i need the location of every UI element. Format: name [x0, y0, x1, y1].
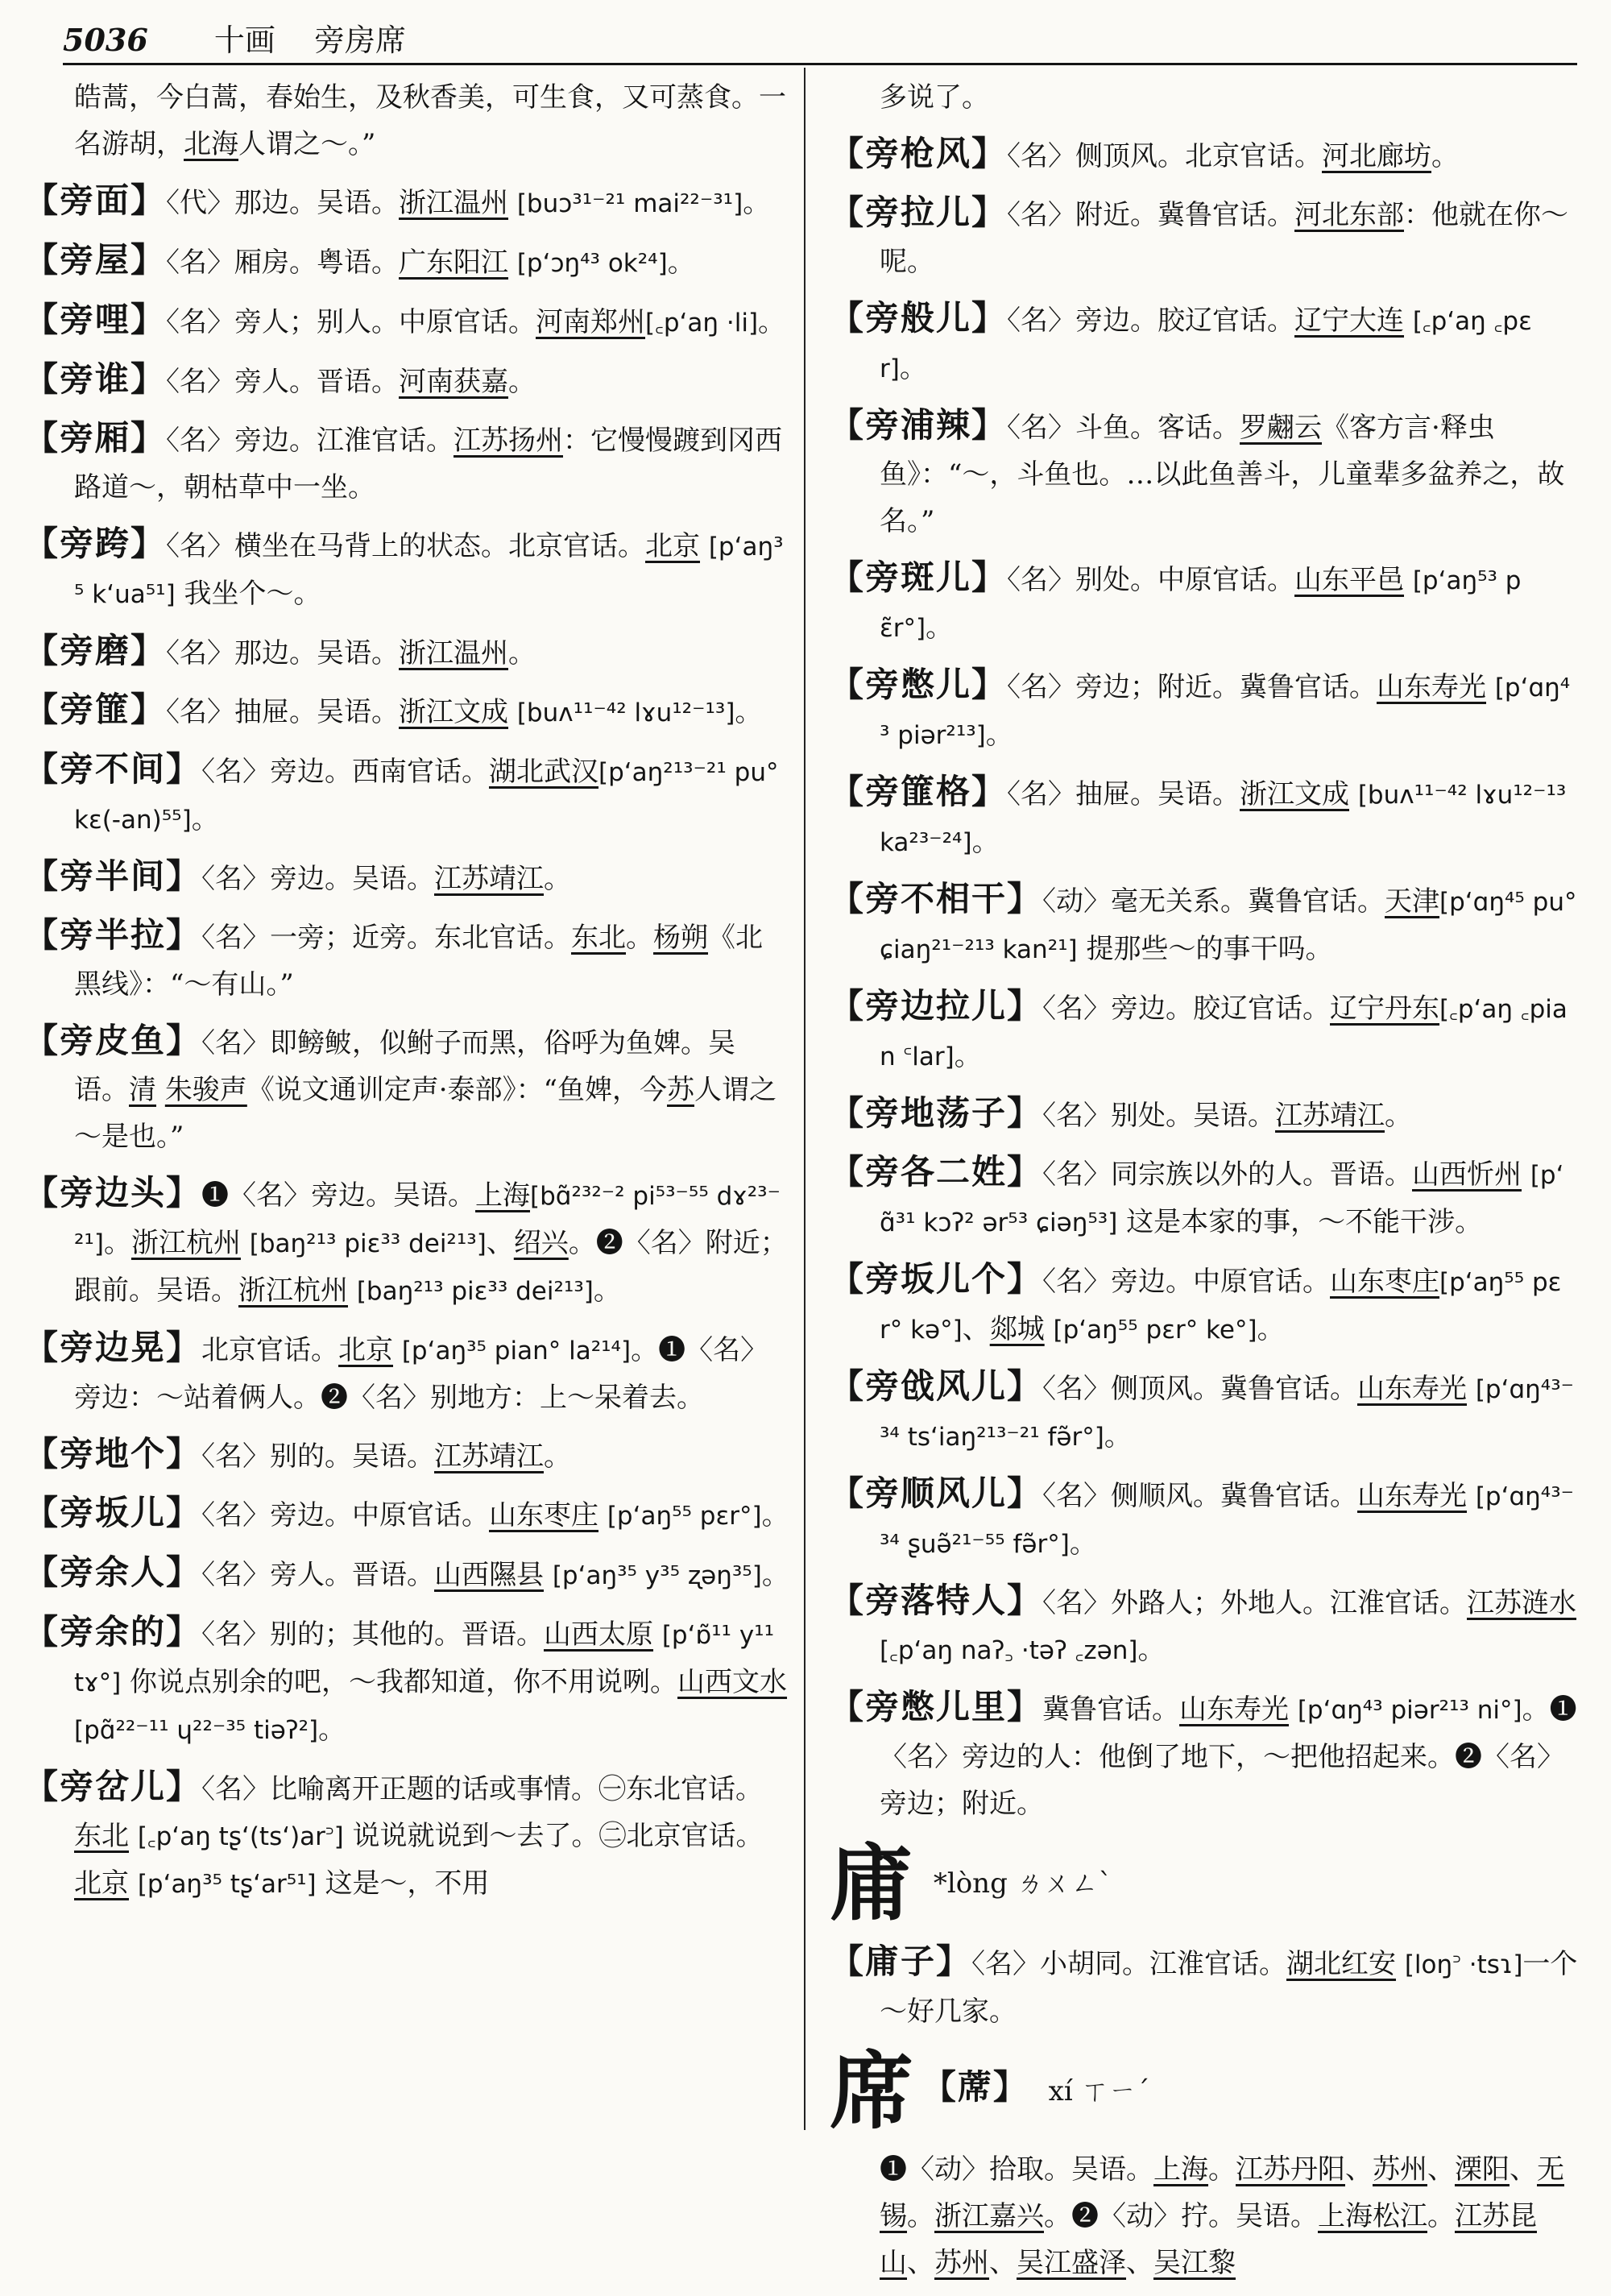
entry-text: 〈名〉旁边。胶辽官话。 [1042, 993, 1331, 1025]
page-title: 旁房席 [313, 23, 406, 58]
entry-text: 。 [758, 306, 786, 338]
dictionary-entry [24, 1324, 789, 1421]
place-name: 天津 [1385, 885, 1440, 918]
place-name: 山西隰县 [434, 1559, 545, 1591]
entry-headword: 【旁坂儿个】 [830, 1259, 1043, 1299]
phonetic-transcription: [pʻaŋ³⁵ pian° la²¹⁴] [401, 1337, 632, 1366]
entry-headword: 【旁坂儿】 [24, 1493, 202, 1532]
entry-text: 。 [667, 247, 695, 279]
entry-text [1404, 305, 1413, 337]
entry-text [598, 1499, 607, 1531]
place-name: 河北东部 [1294, 199, 1405, 231]
place-name: 山东枣庄 [1330, 1266, 1440, 1298]
entry-text [1467, 1480, 1476, 1512]
head-character: 庯 [830, 1834, 914, 1933]
dictionary-entry [830, 131, 1579, 180]
place-name: 河南获嘉 [399, 366, 509, 398]
place-name: 山西文水 [677, 1666, 788, 1698]
entry-text: 。 [1427, 2200, 1455, 2232]
entry-text [1486, 671, 1495, 703]
dictionary-entry [830, 295, 1579, 392]
entry-text [508, 247, 517, 279]
dictionary-entry [830, 74, 1579, 121]
entry-headword: 【旁岔儿】 [24, 1767, 202, 1806]
left-column [24, 74, 789, 1917]
entry-text [1522, 1158, 1530, 1191]
dictionary-entry [24, 1017, 789, 1160]
entry-text: 。 [593, 1274, 621, 1307]
place-name: 浙江文成 [399, 696, 509, 728]
dictionary-entry [24, 853, 789, 902]
entry-text: 《说文通训定声·泰部》：“鱼婢，今 [246, 1074, 668, 1106]
phonetic-transcription: [pʻɑŋ⁴³⁻³⁴ ʂuə̃²¹⁻⁵⁵ fə̃r°] [880, 1482, 1574, 1559]
dictionary-entry [24, 1170, 789, 1315]
phonetic-transcription: [꜀pʻaŋ tʂʻ(tsʻ)ar꜄] [137, 1822, 344, 1851]
entry-text [1289, 1693, 1298, 1726]
entry-text: 。❶〈名〉旁边：～站着俩人。❷〈名〉别地方：上～呆着去。 [74, 1334, 768, 1414]
entry-headword: 【旁谁】 [24, 359, 167, 399]
phonetic-transcription: [pʻaŋ⁵⁵ pɛr°] [607, 1502, 762, 1531]
place-name: 浙江温州 [399, 637, 509, 669]
entry-text: 。 [1069, 1527, 1097, 1560]
place-name: 辽宁大连 [1294, 305, 1405, 337]
dictionary-entry [24, 520, 789, 618]
entry-headword: 【旁斑儿】 [830, 557, 1008, 597]
dictionary-entry [830, 1363, 1579, 1461]
entry-text: 《北黑线》：“～有山。” [74, 922, 764, 1001]
dictionary-entry [830, 983, 1579, 1080]
place-name: 苏 [667, 1074, 695, 1106]
page-number: 5036 [63, 22, 148, 58]
entry-text: 。 [899, 352, 927, 384]
entry-text: 〈名〉旁人。晋语。 [166, 366, 400, 398]
phonetic-transcription: [baŋ²¹³ piɛ³³ dei²¹³] [356, 1277, 594, 1306]
dictionary-entry [830, 1938, 1579, 2035]
entry-text: 。❷〈动〉拧。吴语。 [1044, 2200, 1318, 2232]
place-name: 山西太原 [544, 1618, 654, 1651]
entry-text [1045, 1313, 1054, 1345]
entry-headword: 【庯子】 [830, 1942, 972, 1981]
place-name: 江苏靖江 [1275, 1100, 1385, 1132]
entry-text: 〈名〉侧顺风。冀鲁官话。 [1042, 1480, 1358, 1512]
entry-text [1349, 778, 1358, 810]
dictionary-entry [830, 554, 1579, 652]
entry-text: 〈名〉别处。中原官话。 [1007, 564, 1295, 596]
place-name: 湖北红安 [1286, 1948, 1397, 1980]
entry-text: ：他就在你～呢。 [880, 199, 1569, 278]
place-name: 河北廊坊 [1322, 140, 1432, 172]
dictionary-entry [830, 769, 1579, 866]
phonetic-transcription: [loŋ꜄ ·tsɿ] [1404, 1950, 1523, 1979]
dictionary-entry [830, 661, 1579, 759]
head-character: 席 [830, 2041, 914, 2141]
phonetic-transcription: [pʻaŋ⁵⁵ pɛr° kə°] [880, 1268, 1562, 1345]
place-name: 湖北武汉 [489, 756, 599, 788]
entry-text [156, 1074, 165, 1106]
place-name: 北京 [74, 1867, 129, 1900]
dictionary-entry [830, 1684, 1579, 1827]
entry-text [1404, 564, 1413, 596]
entry-text [129, 1820, 138, 1852]
entry-text: 你说点别余的吧，～我都知道，你不用说咧。 [121, 1666, 678, 1698]
entry-text: ❶〈名〉旁边。吴语。 [201, 1179, 476, 1212]
place-name: 河南郑州 [536, 306, 646, 338]
place-name: 北海 [184, 128, 238, 160]
phonetic-transcription: [꜀pʻaŋ ꜀pian ꜂lar] [880, 995, 1568, 1071]
entry-text: 〈名〉旁人。晋语。 [201, 1559, 435, 1591]
entry-text: 、 [1345, 2153, 1373, 2186]
entry-text [1467, 1373, 1476, 1405]
page-header [63, 18, 1577, 65]
entry-text: 。 [1104, 1420, 1132, 1453]
phonetic-transcription: [pɑ̃²²⁻¹¹ ɥ²²⁻³⁵ tiəʔ²] [74, 1716, 319, 1745]
place-name: 东北 [571, 922, 627, 954]
entry-headword: 【旁边拉儿】 [830, 986, 1043, 1026]
entry-text: 〈名〉抽屉。吴语。 [1007, 778, 1240, 810]
place-name: 江苏靖江 [434, 1440, 545, 1473]
entry-headword: 【旁拉儿】 [830, 193, 1008, 232]
place-name: 东北 [74, 1820, 129, 1852]
entry-text: 。 [191, 803, 219, 835]
place-name: 郯城 [989, 1313, 1045, 1345]
entry-text: 这是～，不用 [316, 1867, 490, 1900]
entry-text: 〈名〉同宗族以外的人。晋语。 [1042, 1158, 1413, 1191]
entry-headword: 【旁余的】 [24, 1612, 202, 1652]
place-name: 山东寿光 [1357, 1373, 1468, 1405]
entry-text: 〈名〉一旁；近旁。东北官话。 [201, 922, 572, 954]
place-name: 浙江文成 [1240, 778, 1350, 810]
place-name: 辽宁丹东 [1330, 993, 1440, 1025]
phonetic-transcription: [baŋ²¹³ piɛ³³ dei²¹³] [249, 1229, 487, 1258]
entry-text: 〈名〉小胡同。江淮官话。 [971, 1948, 1287, 1980]
phonetic-transcription: [pʻaŋ³⁵ tʂʻar⁵¹] [137, 1870, 317, 1899]
dictionary-entry [24, 1549, 789, 1599]
place-name: 苏州 [934, 2247, 989, 2279]
entry-text: 。 [544, 863, 572, 895]
place-name: 绍兴 [513, 1227, 569, 1259]
dictionary-entry [24, 1490, 789, 1540]
entry-text: 。 [1208, 2153, 1236, 2186]
entry-text: 〈名〉别处。吴语。 [1042, 1100, 1276, 1132]
phonetic-transcription: [pʻɑ̃³¹ kɔʔ² ər⁵³ ɕiəŋ⁵³] [880, 1161, 1564, 1237]
entry-text: 。 [985, 719, 1013, 751]
place-name: 广东阳江 [399, 247, 509, 279]
place-name: 山东寿光 [1179, 1693, 1290, 1726]
dictionary-entry [24, 1609, 789, 1754]
entry-text: 、 [1427, 2153, 1455, 2186]
entry-text: 〈名〉那边。吴语。 [166, 637, 400, 669]
entry-headword: 【旁顺风儿】 [830, 1473, 1043, 1513]
dictionary-entry [24, 177, 789, 227]
entry-text: 。 [1431, 140, 1460, 172]
phonetic-transcription: [buʌ¹¹⁻⁴² lɤu¹²⁻¹³ ka²³⁻²⁴] [880, 781, 1567, 857]
entry-text: 、 [1126, 2247, 1153, 2279]
dictionary-entry [24, 686, 789, 736]
dictionary-entry [830, 1577, 1579, 1674]
place-name: 杨朔 [653, 922, 709, 954]
entry-text: 〈名〉旁边；附近。冀鲁官话。 [1007, 671, 1377, 703]
entry-text [544, 1559, 553, 1591]
dictionary-entry [24, 237, 789, 287]
entry-text: 。 [626, 922, 654, 954]
place-name: 山东寿光 [1357, 1480, 1468, 1512]
phonetic-transcription: [pʻɔŋ⁴³ ok²⁴] [516, 249, 668, 278]
phonetic-transcription: [꜀pʻaŋ ꜀pɛr] [880, 307, 1532, 383]
entry-headword: 【旁边头】 [24, 1173, 202, 1212]
entry-headword: 【旁憋儿里】 [830, 1687, 1043, 1726]
place-name: 吴江盛泽 [1017, 2247, 1126, 2279]
phonetic-transcription: [bɑ̃²³²⁻² pi⁵³⁻⁵⁵ dɤ²³⁻²¹] [74, 1182, 781, 1258]
place-name: 山东平邑 [1294, 564, 1405, 596]
dictionary-entry [24, 1431, 789, 1480]
place-name: 江苏昆山 [880, 2200, 1537, 2279]
entry-headword: 【旁厢】 [24, 418, 167, 458]
entry-text: 。 [508, 366, 536, 398]
entry-headword: 【旁面】 [24, 180, 167, 220]
entry-text: 〈名〉别的。吴语。 [201, 1440, 435, 1473]
place-name: 浙江杭州 [238, 1274, 348, 1307]
entry-headword: 【旁不间】 [24, 749, 202, 789]
entry-text [1396, 1948, 1405, 1980]
entry-text: 。 [1385, 1100, 1413, 1132]
entry-text: 〈名〉比喻离开正题的话或事情。㊀东北官话。 [201, 1773, 764, 1805]
entry-text: 提那些～的事干吗。 [1077, 933, 1333, 965]
entry-headword: 【旁落特人】 [830, 1581, 1043, 1620]
entry-text: 说说就说到～去了。㊁北京官话。 [343, 1820, 764, 1852]
entry-text: 〈名〉横坐在马背上的状态。北京官话。 [166, 530, 646, 562]
dictionary-entry [24, 628, 789, 677]
dictionary-entry [830, 402, 1579, 545]
entry-text: 。❶〈名〉旁边的人：他倒了地下，～把他招起来。❷〈名〉旁边；附近。 [880, 1693, 1577, 1820]
entry-text [653, 1618, 662, 1651]
entry-text: 、 [907, 2247, 934, 2279]
place-name: 溧阳 [1455, 2153, 1510, 2186]
entry-text: 〈名〉斗鱼。客话。 [1007, 412, 1240, 444]
phonetic-transcription: [buɔ³¹⁻²¹ mai²²⁻³¹] [516, 189, 743, 218]
phonetic-transcription: [pʻɑŋ⁴³⁻³⁴ tsʻiaŋ²¹³⁻²¹ fə̃r°] [880, 1375, 1574, 1452]
right-column [830, 74, 1579, 2296]
entry-text [129, 1867, 138, 1900]
dictionary-entry [830, 1149, 1579, 1246]
entry-headword: 【旁半拉】 [24, 915, 202, 955]
phonetic-transcription: [꜀pʻaŋ ·li] [645, 309, 759, 338]
entry-text: 、 [989, 2247, 1017, 2279]
entry-headword: 【旁浦辣】 [830, 405, 1008, 445]
place-name: 上海 [475, 1179, 531, 1212]
entry-text: 北京官话。 [201, 1334, 339, 1366]
head-pronunciation: xí ㄒㄧˊ [1048, 2075, 1150, 2107]
place-name: 上海 [1153, 2153, 1208, 2186]
dictionary-entry [24, 912, 789, 1008]
dictionary-entry [24, 746, 789, 843]
entry-text: 。 [544, 1440, 572, 1473]
phonetic-transcription: [pʻaŋ⁵⁵ pɛr° ke°] [1053, 1316, 1257, 1345]
entry-text: 皓蒿，今白蒿，春始生，及秋香美，可生食，又可蒸食。一名游胡， [74, 81, 786, 160]
entry-headword: 【旁余人】 [24, 1552, 202, 1592]
place-name: 苏州 [1373, 2153, 1427, 2186]
entry-text [700, 530, 709, 562]
entry-text: 。 [1257, 1313, 1285, 1345]
entry-text [508, 187, 517, 219]
entry-text: 〈名〉厢房。粤语。 [166, 247, 400, 279]
entry-text: 〈名〉旁边。中原官话。 [1042, 1266, 1331, 1298]
dictionary-entry [24, 415, 789, 511]
entry-text: 〈名〉旁边。中原官话。 [201, 1499, 490, 1531]
phonetic-transcription: [pʻaŋ⁵³ pɛ̃r°] [880, 566, 1522, 643]
entry-text: 〈名〉抽屉。吴语。 [166, 696, 400, 728]
entry-text [393, 1334, 402, 1366]
entry-headword: 【旁地荡子】 [830, 1093, 1043, 1133]
entry-text: 〈名〉即鳑鲏，似鲋子而黑，俗呼为鱼婢。吴语。 [74, 1027, 736, 1106]
entry-text: 〈名〉侧顶风。冀鲁官话。 [1042, 1373, 1358, 1405]
entry-text: 我坐个～。 [175, 578, 321, 610]
entry-headword: 【旁磨】 [24, 631, 167, 670]
entry-text: 冀鲁官话。 [1042, 1693, 1180, 1726]
entry-text: 。 [735, 696, 763, 728]
entry-headword: 【旁屋】 [24, 240, 167, 280]
phonetic-transcription: [pʻɑŋ⁴⁵ pu° ɕiaŋ²¹⁻²¹³ kan²¹] [880, 888, 1577, 964]
dictionary-entry [24, 74, 789, 168]
entry-text: 。 [761, 1499, 789, 1531]
entry-headword: 【旁篚】 [24, 690, 167, 729]
entry-text: 〈名〉旁边。西南官话。 [201, 756, 490, 788]
place-name: 清 [129, 1074, 156, 1106]
phonetic-transcription: [pʻɒ̃¹¹ y¹¹ tɤ°] [74, 1621, 775, 1697]
phonetic-transcription: [pʻɑŋ⁴³ piər²¹³ ni°] [1297, 1696, 1522, 1725]
entry-text: 。 [761, 1559, 789, 1591]
entry-text: 。 [926, 611, 954, 644]
entry-headword: 【旁憋儿】 [830, 665, 1008, 704]
char-heading-long [830, 1834, 1579, 1933]
variant-headword: 【蓆】 [921, 2067, 1029, 2107]
place-name: 山西忻州 [1412, 1158, 1522, 1191]
entry-text: 这是本家的事，～不能干涉。 [1117, 1206, 1483, 1238]
entry-text: 、 [1510, 2153, 1537, 2186]
entry-text: ❶〈动〉拾取。吴语。 [880, 2153, 1153, 2186]
entry-headword: 【旁地个】 [24, 1434, 202, 1473]
entry-headword: 【旁般儿】 [830, 298, 1008, 338]
place-name: 江苏涟水 [1467, 1587, 1577, 1619]
entry-text: 〈代〉那边。吴语。 [166, 187, 400, 219]
section-label: 十画 [213, 23, 275, 58]
entry-text: 、 [486, 1227, 514, 1259]
place-name: 浙江温州 [399, 187, 509, 219]
place-name: 江苏丹阳 [1236, 2153, 1345, 2186]
dictionary-entry [830, 2146, 1579, 2286]
dictionary-entry [24, 296, 789, 346]
phonetic-transcription: [꜀pʻaŋ naʔ꜆ ·təʔ ꜀zən] [880, 1636, 1138, 1665]
entry-headword: 【旁不相干】 [830, 879, 1043, 918]
entry-headword: 【旁戗风儿】 [830, 1366, 1043, 1406]
entry-text [348, 1274, 357, 1307]
place-name: 无锡 [880, 2153, 1564, 2232]
entry-text: 。 [318, 1714, 346, 1746]
place-name: 浙江杭州 [130, 1227, 241, 1259]
place-name: 北京 [338, 1334, 394, 1366]
head-pronunciation: *lòng ㄌㄨㄥˋ [933, 1867, 1112, 1900]
entry-text: 〈名〉旁边。江淮官话。 [166, 425, 454, 457]
entry-headword: 【旁篚格】 [830, 772, 1008, 811]
phonetic-transcription: [pʻaŋ²¹³⁻²¹ pu° kɛ(-an)⁵⁵] [74, 758, 779, 835]
dictionary-entry [24, 1763, 789, 1908]
phonetic-transcription: [pʻɑŋ⁴³ piər²¹³] [880, 673, 1571, 750]
dictionary-entry [830, 1256, 1579, 1353]
place-name: 江苏扬州 [453, 425, 564, 457]
entry-headword: 【旁跨】 [24, 524, 167, 563]
entry-text: 。 [743, 187, 771, 219]
entry-headword: 【旁半间】 [24, 856, 202, 896]
entry-text: 。 [907, 2200, 934, 2232]
column-divider [804, 68, 806, 2130]
entry-text: 。❷〈名〉附近；跟前。吴语。 [74, 1227, 788, 1307]
phonetic-transcription: [pʻaŋ³⁵ y³⁵ ʐəŋ³⁵] [552, 1561, 762, 1590]
entry-headword: 【旁边晃】 [24, 1328, 202, 1367]
entry-text: 〈名〉旁边。吴语。 [201, 863, 435, 895]
entry-text: 〈名〉附近。冀鲁官话。 [1007, 199, 1295, 231]
entry-text: 。 [103, 1227, 131, 1259]
place-name: 江苏靖江 [434, 863, 545, 895]
entry-headword: 【旁哩】 [24, 300, 167, 339]
entry-text: 〈名〉外路人；外地人。江淮官话。 [1042, 1587, 1468, 1619]
place-name: 山东寿光 [1377, 671, 1487, 703]
place-name: 朱骏声 [164, 1074, 247, 1106]
place-name: 山东枣庄 [489, 1499, 599, 1531]
place-name: 浙江嘉兴 [934, 2200, 1044, 2232]
entry-text: 人谓之～是也。” [74, 1074, 777, 1153]
dictionary-entry [830, 876, 1579, 973]
phonetic-transcription: [buʌ¹¹⁻⁴² lɤu¹²⁻¹³] [516, 698, 735, 727]
dictionary-entry [830, 189, 1579, 285]
dictionary-entry [830, 1470, 1579, 1568]
entry-text: 一个～好几家。 [880, 1948, 1578, 2028]
entry-text: 、 [962, 1313, 990, 1345]
entry-text: 《客方言·释虫鱼》：“～，斗鱼也。…以此鱼善斗，儿童辈多盆养之，故名。” [880, 412, 1565, 537]
place-name: 吴江黎 [1153, 2247, 1236, 2279]
entry-text: 人谓之～。” [238, 128, 376, 160]
entry-text: 。 [508, 637, 536, 669]
dictionary-entry [830, 1090, 1579, 1139]
entry-headword: 【旁皮鱼】 [24, 1021, 202, 1060]
place-name: 上海松江 [1318, 2200, 1427, 2232]
entry-headword: 【旁枪风】 [830, 134, 1008, 173]
place-name: 罗翽云 [1240, 412, 1323, 444]
entry-text: 〈名〉侧顶风。北京官话。 [1007, 140, 1323, 172]
entry-text: 〈名〉旁边。胶辽官话。 [1007, 305, 1295, 337]
entry-text: 〈动〉毫无关系。冀鲁官话。 [1042, 885, 1385, 918]
entry-text: 。 [971, 826, 1000, 858]
entry-text: 。 [954, 1040, 982, 1072]
entry-text [508, 696, 517, 728]
entry-text: 〈名〉别的；其他的。晋语。 [201, 1618, 545, 1651]
char-heading-xi [830, 2041, 1579, 2141]
entry-text: 多说了。 [880, 81, 989, 114]
entry-text: 〈名〉旁人；别人。中原官话。 [166, 306, 536, 338]
entry-text: ：它慢慢踱到冈西路道～，朝枯草中一坐。 [74, 425, 783, 504]
entry-text [241, 1227, 250, 1259]
entry-headword: 【旁各二姓】 [830, 1152, 1043, 1192]
place-name: 北京 [645, 530, 701, 562]
dictionary-entry [24, 356, 789, 405]
entry-text: 。 [1137, 1634, 1166, 1666]
phonetic-transcription: [pʻaŋ³⁵ kʻua⁵¹] [74, 533, 784, 609]
